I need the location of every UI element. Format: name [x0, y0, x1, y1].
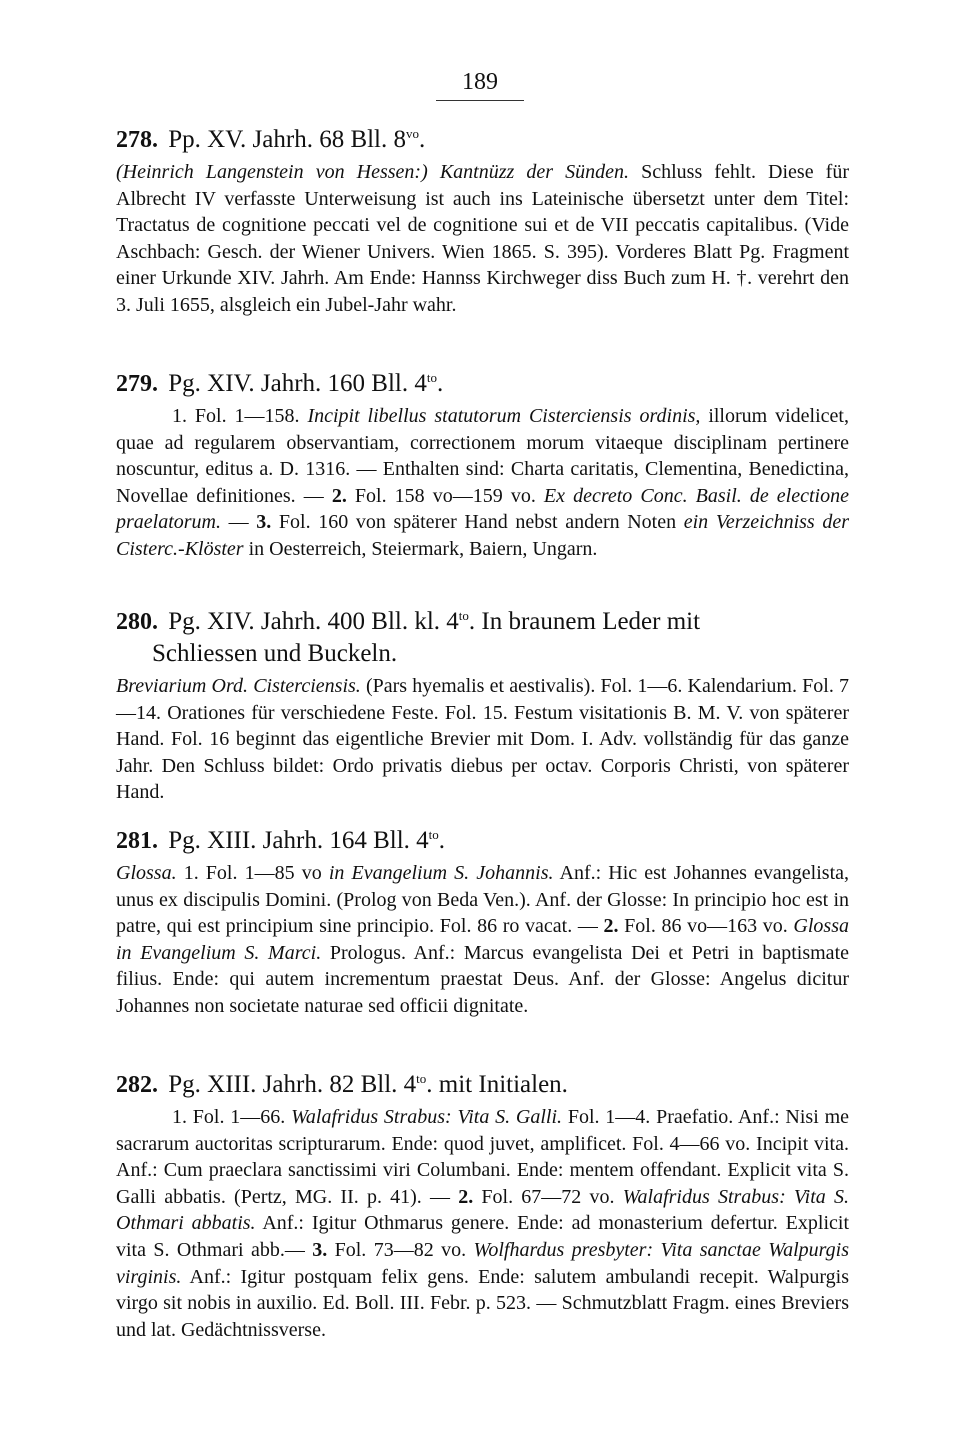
entry-heading [116, 362, 849, 400]
text-run: Fol. 86 vo—163 vo. [618, 915, 794, 938]
entry-description [116, 403, 849, 563]
item-number: 3. [312, 1238, 328, 1261]
entry-heading-text: Pg. XIV. Jahrh. 400 Bll. kl. 4 [162, 608, 459, 635]
italic-title: Glossa in Evangelium S. Marci. [116, 915, 849, 964]
text-run: 1. Fol. 1—158. [172, 405, 308, 427]
text-run: 1. Fol. 1—66. [172, 1106, 292, 1128]
entry-heading-tail: . [438, 827, 446, 854]
catalog-entry [116, 362, 849, 563]
catalog-entry [116, 1063, 849, 1343]
text-run: in Oesterreich, Steiermark, Baiern, Ungarn. [243, 537, 598, 560]
text-run: Fol. 158 vo—159 vo. [346, 484, 544, 507]
format-superscript: to [458, 608, 469, 623]
item-number: 2. [603, 915, 619, 938]
text-run: Anf.: Igitur postquam felix gens. Ende: salutem ambulandi recepit. Walpurgis virgo sit nobis in auxilio. Ed. Boll. III. Febr. p. 523. — Schmutzblatt Fragm. eines Breviers und lat. Gedächtnissverse. [116, 1265, 849, 1341]
item-number: 2. [331, 484, 347, 507]
entry-heading-tail: . In braunem Leder mit [468, 608, 701, 635]
entry-description [116, 1104, 849, 1343]
header-rule [436, 100, 524, 101]
text-run: Schluss fehlt. Diese für Albrecht IV verfasste Unterweisung ist auch ins Lateinische übersetzt unter dem Titel: Tractatus de cognitione peccati vel de cognitione sui et de VII peccatis capitalibus. (Vide Aschbach: Gesch. der Wiener Univers. Wien 1865. S. 395). Vorderes Blatt Pg. Fragment einer Urkunde XIV. Jahrh. Am Ende: Hannss Kirchweger diss Buch zum H. †. verehrt den 3. Juli 1655, alsgleich ein Jubel-Jahr wahr. [116, 161, 849, 316]
entry-description [116, 673, 849, 806]
entry-heading-text: Pg. XIII. Jahrh. 164 Bll. 4 [162, 827, 429, 854]
text-run: illorum videlicet, quae ad regularem observantiam, correctionem morum vitaeque disciplinam pertinere noscuntur, editus a. D. 1316. — Enthalten sind: Charta caritatis, Clementina, Benedictina, Novellae definitiones. — [116, 405, 849, 507]
italic-title: Walafridus Strabus: Vita S. Galli. [291, 1106, 563, 1128]
format-superscript: vo [406, 126, 420, 141]
entry-heading [116, 600, 849, 670]
entry-heading [116, 819, 849, 857]
text-run: Fol. 160 von späterer Hand nebst andern Noten [271, 511, 684, 534]
text-run: 1. Fol. 1—85 vo [176, 862, 329, 884]
item-number: 2. [458, 1185, 474, 1208]
entry-heading-text: Pg. XIII. Jahrh. 82 Bll. 4 [162, 1071, 417, 1098]
entry-heading-tail: . [436, 370, 444, 397]
entry-heading-text: Pp. XV. Jahrh. 68 Bll. 8 [162, 126, 407, 153]
italic-title: (Heinrich Langenstein von Hessen:) Kantnüzz der Sünden. [116, 161, 630, 183]
text-run: Fol. 1—4. Praefatio. Anf.: Nisi me sacrarum auctoritas scripturarum. Ende: quod juvet, amplificet. Fol. 4—66 vo. Incipit vita. Anf.: Cum praeclara sanctissimi viri Columbani. Ende: mentem offendant. Explicit vita S. Galli abbatis. (Pertz, MG. II. p. 41). — [116, 1106, 849, 1208]
text-run: Fol. 73—82 vo. [327, 1238, 474, 1261]
entry-number: 281. [116, 828, 158, 854]
italic-title: in Evangelium S. Johannis. [328, 862, 554, 884]
entry-heading-continuation: Schliessen und Buckeln. [152, 640, 398, 667]
italic-title: ein Verzeichniss der Cisterc.-Klöster [116, 511, 849, 560]
entry-heading-tail: . mit Initialen. [426, 1071, 568, 1098]
catalog-entry [116, 819, 849, 1020]
text-run: Fol. 67—72 vo. [473, 1185, 623, 1208]
italic-title: Walafridus Strabus: Vita S. Othmari abbatis. [116, 1185, 849, 1235]
catalog-entry [116, 600, 849, 806]
italic-title: Glossa. [116, 862, 177, 884]
format-superscript: to [416, 1071, 427, 1086]
entry-heading-tail: . [419, 126, 426, 153]
entry-number: 280. [116, 609, 158, 635]
entry-heading [116, 118, 849, 156]
text-run: Prologus. Anf.: Marcus evangelista Dei et Petri in baptismate filius. Ende: qui autem incrementum praestat Deus. Anf. der Glosse: Angelus dicitur Johannes non societate naturae sed officii dignitate. [116, 941, 849, 1017]
text-run: Anf.: Igitur Othmarus genere. Ende: ad monasterium defertur. Explicit vita S. Othmari abb.— [116, 1212, 849, 1261]
entry-number: 278. [116, 127, 158, 153]
entry-heading-text: Pg. XIV. Jahrh. 160 Bll. 4 [162, 370, 427, 397]
text-run: Anf.: Hic est Johannes evangelista, unus ex discipulis Domini. (Prolog von Beda Ven.). Anf. der Glosse: In principio hoc est in patre, qui est principium sine principio. Fol. 86 ro vacat. — [116, 862, 850, 938]
format-superscript: to [426, 370, 437, 385]
text-run: (Pars hyemalis et aestivalis). Fol. 1—6. Kalendarium. Fol. 7—14. Orationes für verschiedene Feste. Fol. 15. Festum visitationis B. M. V. von späterer Hand. Fol. 16 beginnt das eigentliche Brevier mit Dom. I. Adv. vollständig für das ganze Jahr. Den Schluss bildet: Ordo privatis diebus per octav. Corporis Christi, von späterer Hand. [116, 675, 849, 804]
italic-title: Breviarium Ord. Cisterciensis. [116, 675, 361, 697]
entry-description [116, 159, 849, 319]
italic-title: Ex decreto Conc. Basil. de electione praelatorum. [116, 484, 849, 534]
entry-number: 282. [116, 1072, 158, 1098]
catalog-entry [116, 118, 849, 319]
italic-title: Wolfhardus presbyter: Vita sanctae Walpurgis virginis. [116, 1238, 850, 1288]
page-number: 189 [462, 69, 498, 95]
entry-heading [116, 1063, 849, 1101]
entry-number: 279. [116, 371, 158, 397]
entry-description [116, 860, 849, 1020]
text-run: — [221, 511, 257, 534]
item-number: 3. [256, 511, 272, 534]
italic-title: Incipit libellus statutorum Cisterciensis ordinis, [307, 405, 701, 427]
format-superscript: to [428, 827, 439, 842]
